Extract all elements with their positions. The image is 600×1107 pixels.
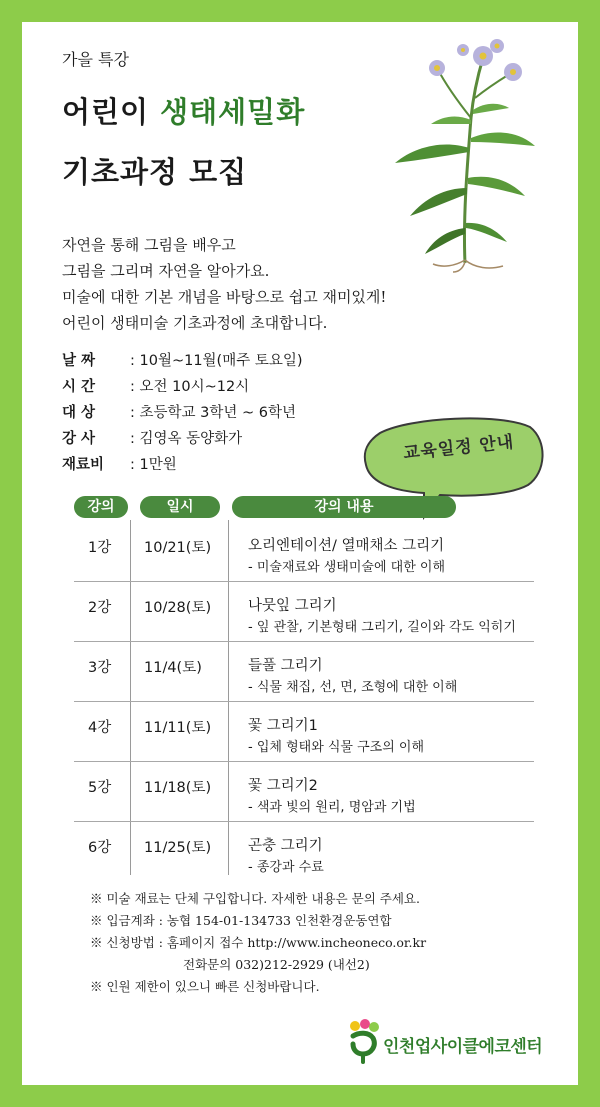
note-line: ※ 입금계좌 : 농협 154-01-134733 인천환경운동연합: [90, 913, 392, 928]
table-row: [74, 582, 534, 642]
info-row-time: [62, 374, 303, 400]
table-row: [74, 762, 534, 822]
note-line: 전화문의 032)212-2929 (내선2): [183, 957, 370, 972]
bubble-text: 교육일정 안내: [402, 432, 516, 464]
info-key: 강 사: [62, 431, 96, 447]
course-info: [62, 348, 303, 478]
lecture-detail: - 색과 빛의 원리, 명암과 기법: [248, 800, 416, 815]
lecture-detail: - 미술재료와 생태미술에 대한 이해: [248, 560, 446, 575]
note-line: ※ 신청방법 : 홈페이지 접수 http://www.incheoneco.or.kr: [90, 935, 427, 950]
table-row: [74, 702, 534, 762]
info-row-date: [62, 348, 303, 374]
title-line-1: [62, 90, 305, 131]
info-value: : 초등학교 3학년 ~ 6학년: [130, 405, 296, 421]
recycle-logo-icon: [345, 1018, 381, 1064]
lecture-number: 6강: [88, 840, 112, 856]
organization-logo: [345, 1018, 555, 1066]
info-value: : 김영옥 동양화가: [130, 431, 243, 447]
lecture-title: 들풀 그리기: [248, 658, 323, 674]
title-prefix: 어린이: [62, 95, 161, 129]
lecture-date: 11/25(토): [144, 840, 212, 856]
title-accent: 생태세밀화: [160, 95, 306, 129]
lecture-date: 11/4(토): [144, 660, 202, 676]
intro-line: 그림을 그리며 자연을 알아가요.: [62, 262, 270, 280]
info-key: 날 짜: [62, 353, 96, 369]
lecture-title: 곤충 그리기: [248, 838, 323, 854]
lecture-title: 꽃 그리기2: [248, 778, 318, 794]
lecture-number: 4강: [88, 720, 112, 736]
info-key: 시 간: [62, 379, 96, 395]
info-row-target: [62, 400, 303, 426]
table-row: [74, 522, 534, 582]
intro-line: 자연을 통해 그림을 배우고: [62, 236, 236, 254]
lecture-number: 1강: [88, 540, 112, 556]
header-content: 강의 내용: [232, 496, 456, 518]
intro-line: 미술에 대한 기본 개념을 바탕으로 쉽고 재미있게!: [62, 288, 387, 306]
lecture-date: 11/11(토): [144, 720, 212, 736]
lecture-detail: - 종강과 수료: [248, 860, 324, 875]
info-value: : 오전 10시~12시: [130, 379, 250, 395]
lecture-detail: - 잎 관찰, 기본형태 그리기, 길이와 각도 익히기: [248, 620, 516, 635]
aster-plant-illustration: [385, 28, 545, 273]
lecture-title: 오리엔테이션/ 열매채소 그리기: [248, 538, 445, 554]
season-tag: 가을 특강: [62, 50, 129, 69]
lecture-date: 10/21(토): [144, 540, 212, 556]
info-value: : 1만원: [130, 457, 177, 473]
intro-line: 어린이 생태미술 기초과정에 초대합니다.: [62, 314, 328, 332]
notes: [90, 888, 426, 998]
intro-text: [62, 232, 386, 336]
lecture-title: 나뭇잎 그리기: [248, 598, 337, 614]
table-row: [74, 822, 534, 881]
organization-name: 인천업사이클에코센터: [383, 1037, 543, 1057]
lecture-number: 2강: [88, 600, 112, 616]
lecture-date: 11/18(토): [144, 780, 212, 796]
info-row-fee: [62, 452, 303, 478]
schedule-table: [74, 522, 534, 881]
info-row-instructor: [62, 426, 303, 452]
lecture-number: 5강: [88, 780, 112, 796]
table-row: [74, 642, 534, 702]
header-date: 일시: [140, 496, 220, 518]
lecture-detail: - 식물 채집, 선, 면, 조형에 대한 이해: [248, 680, 458, 695]
title-line-2: 기초과정 모집: [62, 155, 248, 189]
info-key: 재료비: [62, 457, 105, 473]
lecture-title: 꽃 그리기1: [248, 718, 318, 734]
lecture-number: 3강: [88, 660, 112, 676]
lecture-date: 10/28(토): [144, 600, 212, 616]
lecture-detail: - 입체 형태와 식물 구조의 이해: [248, 740, 425, 755]
header-lecture: 강의: [74, 496, 128, 518]
info-value: : 10월~11월(매주 토요일): [130, 353, 303, 369]
note-line: ※ 미술 재료는 단체 구입합니다. 자세한 내용은 문의 주세요.: [90, 891, 420, 906]
info-key: 대 상: [62, 405, 96, 421]
note-line: ※ 인원 제한이 있으니 빠른 신청바랍니다.: [90, 979, 320, 994]
